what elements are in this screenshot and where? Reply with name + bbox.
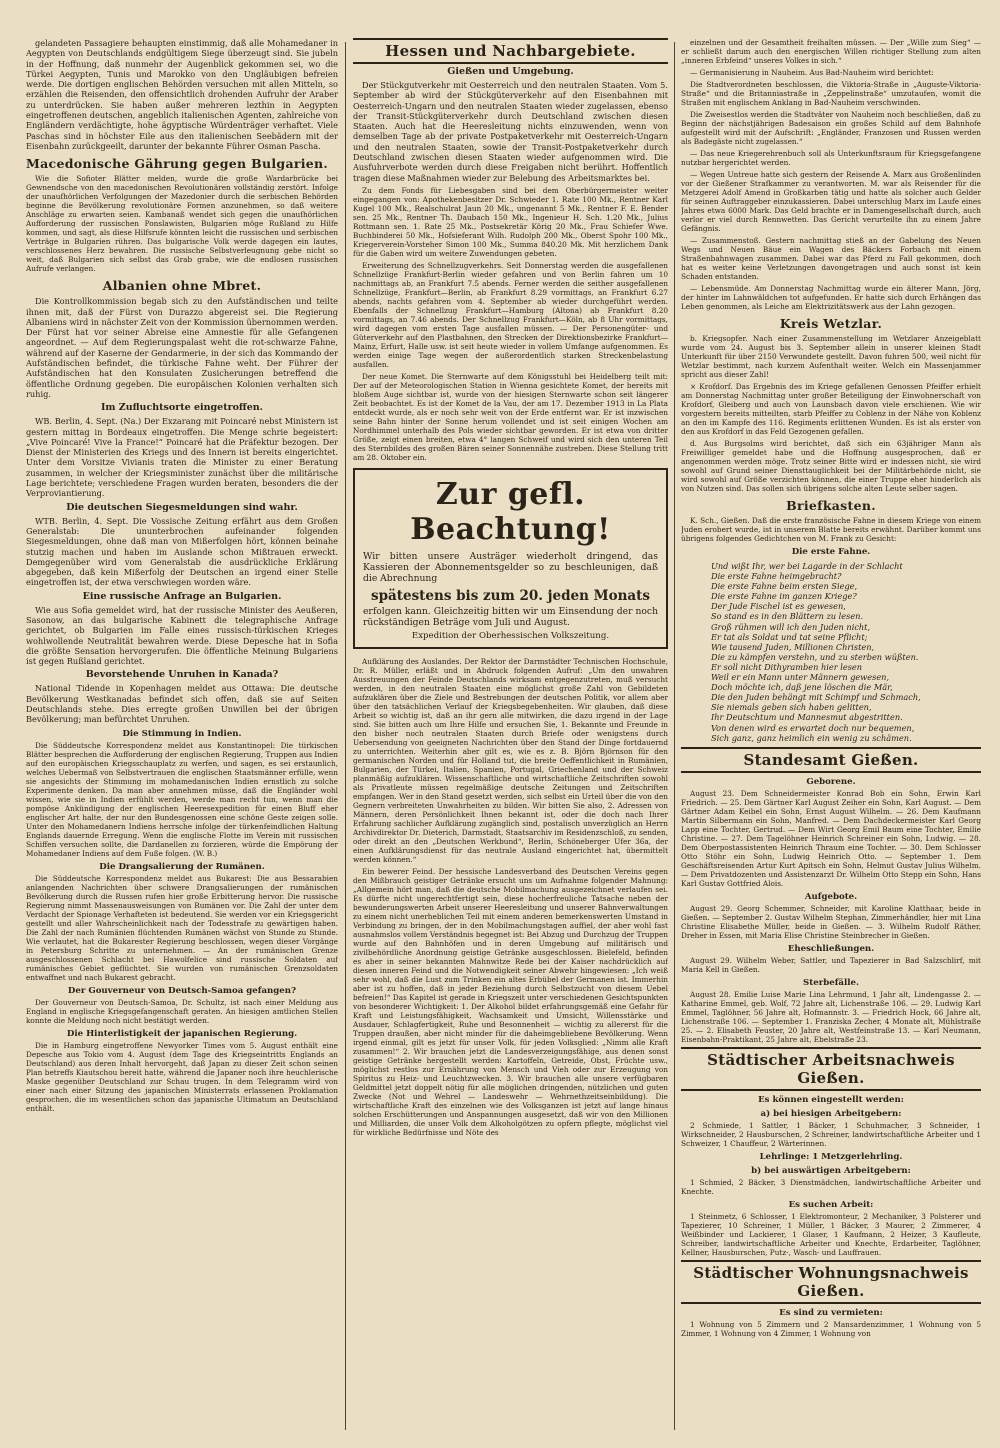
article-paragraph: 1 Schmied, 2 Bäcker, 3 Dienstmädchen, landwirtschaftliche Arbeiter und Knechte. <box>681 1177 981 1196</box>
subscriber-notice <box>353 468 668 649</box>
article-headline: Bevorstehende Unruhen in Kanada? <box>85 669 279 681</box>
section-title: Städtischer Wohnungsnachweis Gießen. <box>681 1260 981 1304</box>
article-paragraph: Die Süddeutsche Korrespondenz meldet aus Bukarest: Die aus Bessarabien anlangenden Nachrichten über schwere Drangsalierungen der rumänischen Bevölkerung durch die Russen rufen hier große Erbitterung hervor. Die russische Regierung nimmt Massenausweisungen von Rumänen vor. Die Zahl der unter dem Verdacht der Spionage Verhafteten ist bedeutend. Sie werden vor ein Kriegsgericht gestellt und aller Wahrscheinlichkeit nach der Todesstrafe zu gewärtigen haben. Die Zahl der nach Rumänien flüchtenden Rumänen wächst von Stunde zu Stunde. Wie verlautet, hat die Bukarester Regierung beschlossen, wegen dieser Vorgänge in Petersburg Schritte zu unternehmen. — An der rumänischen Grenze ausgeschlossenen Schlacht bei Hawolfelice sind russische Soldaten auf rumänisches Gebiet geflüchtet. Sie wurden von rumänischen Grenzsoldaten entwaffnet und nach Bukarest gebracht. <box>26 873 338 982</box>
article-paragraph: August 29. Wilhelm Weber, Sattler, und Tapezierer in Bad Salzschlirf, mit Maria Kell in Gießen. <box>681 955 981 974</box>
article-headline: Im Zufluchtsorte eingetroffen. <box>100 402 263 414</box>
subsection-title: Sterbefälle. <box>803 977 859 988</box>
poem-line: Er tat als Soldat und tat seine Pflicht; <box>711 631 868 642</box>
article-paragraph: National Tidende in Kopenhagen meldet aus Ottawa: Die deutsche Bevölkerung Westkanadas befindet sich offen, daß sie auf Seiten Deutschlands stehe. Dies erregte großen Unwillen bei der übrigen Bevölkerung; man befürchtet Unruhen. <box>26 683 338 725</box>
article-headline: Der Gouverneur von Deutsch-Samoa gefangen? <box>67 985 297 996</box>
poem-line: Sie niemals geben sich haben gelitten, <box>711 702 872 713</box>
subsection-title: Aufgebote. <box>804 891 858 902</box>
poem-line: So stand es in den Blättern zu lesen. <box>711 611 864 622</box>
article-paragraph: × Krofdorf. Das Ergebnis des im Kriege gefallenen Genossen Pfeiffer erhielt am Donnerstag Nachmittag unter großer Beteiligung der Einwohnerschaft von Krofdorf, Gleiberg und auch von Launsbach davon viele erschienen. Wie wir vorgestern bereits mitteilten, starb Pfeiffer zu Coblenz in der Nähe von Koblenz an den im Kampfe des 116. Regiments erlittenen Wunden. Es ist als erster von den aus Krofdorf in das Feld Gezogenen gefallen. <box>681 382 981 436</box>
subsection-title: Eheschließungen. <box>787 943 875 954</box>
poem-line: Die erste Fahne im ganzen Kriege? <box>711 591 857 602</box>
poem-line: Die erste Fahne heimgebracht? <box>711 571 842 582</box>
poem-line: Und wißt Ihr, wer bei Lagarde in der Schlacht <box>711 561 903 571</box>
article-paragraph: d. Aus Burgsolms wird berichtet, daß sich ein 63jähriger Mann als Freiwilliger gemeldet habe und die Hoffnung ausgesprochen, daß er angenommen werden möge. Trotz seiner Bitte wird er indessen nicht, sie wird sowohl auf Grund seiner Diensttauglichkeit bei der Militärbehörde nicht, sie wird sowohl auf Größe verzichten können, die einer Truppe eher hinderlich als von Nutzen sind. Das sollen sich übrigens solche alten Leute selber sagen. <box>681 439 981 493</box>
article-headline: Die Hinterlistigkeit der japanischen Regierung. <box>66 1028 298 1039</box>
article-paragraph: — Germanisierung in Nauheim. Aus Bad-Nauheim wird berichtet: <box>690 68 934 77</box>
notice-signature: Expedition der Oberhessischen Volkszeitung. <box>411 630 610 641</box>
article-paragraph: August 23. Dem Schneidermeister Konrad Bob ein Sohn, Erwin Karl Friedrich. — 25. Dem Gärtner Karl August Zeiher ein Sohn, Karl August. — Dem Gärtner Adam Keibel ein Sohn, Ernst August Wilhelm. — 26. Dem Kaufmann Martin Silbermann ein Sohn, Manfred. — Dem Dachdeckermeister Karl Georg Lapp eine Tochter, Gertrud. — Dem Wirt Georg Emil Baum eine Tochter, Emilie Christine. — 27. Dem Tagelöhner Heinrich Schreiner ein Sohn, Ludwig. — 28. Dem Oberpostassistenten Heinrich Thraum eine Tochter. — 30. Dem Schlosser Otto Stöhr ein Sohn, Ludwig Heinrich Otto. — September 1. Dem Geschäftsreisenden Artur Kurt Apitsch ein Sohn, Helmut Gustav Julius Wilhelm. — Dem Privatdozenten und Assistenzarzt Dr. Wilhelm Otto Stepp ein Sohn, Hans Karl Gustav Gottfried Alois. <box>681 788 981 888</box>
article-paragraph: Die Kontrollkommission begab sich zu den Aufständischen und teilte ihnen mit, daß der Fürst von Durazzo abgereist sei. Die Regierung Albaniens wird in nächster Zeit von der Kommission übernommen werden. Der Fürst hat vor seiner Abreise eine Amnestie für alle Gefangenen angeordnet. — Auf dem Regierungspalast weht die rot-schwarze Fahne, während auf der Kaserne der Gendarmerie, in der sich das Kommando der Aufständischen befindet, die türkische Fahne weht. Der Führer der Aufständischen hat den Konsulaten Zusicherungen betreffend die öffentliche Ordnung gegeben. Die europäischen Kolonien verhalten sich ruhig. <box>26 296 338 399</box>
poem-line: Von denen wird es erwartet doch nur bequemen, <box>711 722 915 733</box>
column-rule <box>345 42 346 1430</box>
subsection-title: Es können eingestellt werden: <box>758 1094 904 1105</box>
article-headline: Die deutschen Siegesmeldungen sind wahr. <box>66 501 298 513</box>
article-paragraph: Der neue Komet. Die Sternwarte auf dem Königsstuhl bei Heidelberg teilt mit: Der auf der Meteorologischen Station in Wienna gesichtete Komet, der bereits mit bloßem Auge sichtbar ist, wurde von der hiesigen Sternwarte schon seit längerer Zeit beobachtet. Es ist der Komet de la Vau, der am 17. Dezember 1913 in La Plata entdeckt wurde, als er noch sehr weit von der Erde entfernt war. Er ist inzwischen seine Bahn hinter der Sonne herum vollendet und ist seit einigen Wochen am Nordhimmel unterhalb des Pols wieder sichtbar geworden. Er ist etwa von dritter Größe, zeigt einen breiten, etwa 4° langen Schweif und wird sich den unteren Teil des Sternbildes des großen Bären seiner Sonnennähe zustreben. Diese Stellung tritt am 28. Oktober ein. <box>353 371 668 462</box>
article-paragraph: Der Gouverneur von Deutsch-Samoa, Dr. Schultz, ist nach einer Meldung aus England in englische Kriegsgefangenschaft geraten. An hiesigen amtlichen Stellen konnte die Meldung noch nicht bestätigt werden. <box>26 997 338 1025</box>
article-paragraph: Aufklärung des Auslandes. Der Rektor der Darmstädter Technischen Hochschule, Dr. R. Müller, erläßt und in Abdruck folgenden Aufruf: „Um den unwahren Ausstreuungen der Feinde Deutschlands wirksam entgegenzutreten, muß versucht werden, in den neutralen Staaten eine möglichst große Zahl von Gebildeten aufzuklären über die Ziele und Bestrebungen der deutschen Politik, vor allem aber über den tatsächlichen Verlauf der Kriegsbegebenheiten. Wir glauben, daß diese Arbeit so wichtig ist, daß an ihr gern alle mitwirken, die dazu irgend in der Lage sind. Sie bitten auch um Ihre Hilfe und ersuchen Sie, 1. Bekannte und Freunde in den bisher noch neutralen Staaten durch Briefe oder wenigstens durch Uebersendung von geeigneten Nachrichten über den Stand der Dinge fortdauernd zu unterrichten. Weiterhin aber gilt es, wie es z. B. Björn Björnson für den germanischen Norden und für Holland tut, die breite Oeffentlichkeit in Rumänien, Bulgarien, der Türkei, Italien, Spanien, Portugal, Griechenland und der Schweiz planmäßig aufzuklären. Wissenschaftliche und wirtschaftliche Zeitschriften sowohl als Privatleute müssen regelmäßige deutsche Zeitungen und Zeitschriften empfangen. Wer in den Stand gesetzt werden, sich selbst ein Urteil über die von den Gegnern verbreiteten Unwahrheiten zu bilden. Wir bitten Sie also, 2. Adressen von Männern, deren Persönlichkeit Ihnen bekannt ist, oder die doch nach Ihrer Erfahrung sachlicher Aufklärung zugänglich sind, postalisch unverzüglich an Herrn Archivdirektor Dr. Dieterich, Darmstadt, Staatsarchiv im Residenzschloß, zu senden, oder direkt an den „Deutschen Werkbund“, Berlin, Schöneberger Ufer 36a, der einen Aufklärungsdienst für das neutrale Ausland eingerichtet hat, übermittelt werden können.“ <box>353 656 668 864</box>
section-subtitle: Gießen und Umgebung. <box>447 66 574 77</box>
article-paragraph: WB. Berlin, 4. Sept. (Na.) Der Exzarang mit Poincaré nebst Ministern ist gestern mittag in Bordeaux eingetroffen. Die Menge schrie begeistert: „Vive Poincaré! Vive la France!“ Poincaré hat die Präfektur bezogen. Der Dienst der Ministerien des Kriegs und des Innern ist bereits eingerichtet. Unter dem Vorsitze Vivianis traten die Minister zu einer Beratung zusammen, in welcher der Kriegsminister zunächst über die militärische Lage berichtete; verschiedene Fragen wurden beraten, besonders die der Verproviantierung. <box>26 416 338 499</box>
column-middle <box>353 38 668 1434</box>
section-title: Städtischer Arbeitsnachweis Gießen. <box>681 1047 981 1091</box>
article-paragraph: Ein bewerer Feind. Der hessische Landesverband des Deutschen Vereins gegen den Mißbrauch geistiger Getränke ersucht uns um Aufnahme folgender Mahnung: „Allgemein hört man, daß die deutsche Mobilmachung ausgezeichnet verlaufen sei. Es dürfte nicht ungerechtfertigt sein, diese hocherfreuliche Tatsache neben der bewunderungswerten Arbeit unserer Heeresleitung und unserer Bahnverwaltungen zu einem nicht unerheblichen Teil mit einem anderen bemerkenswerten Umstand in Verbindung zu bringen, der in den Mobilmachungstagen auffiel, der aber wohl fast ausnahmslos vollem Verständnis begegnet ist: Bei Abzug und Durchzug der Truppen wurde auf den Bahnhöfen und in deren Umgebung auf militärisch und zivilbehördliche Anordnung geistige Getränke ausgeschlossen. Bielefeld, befinden es aber in seiner bekannten Mahnwitze Rede bei der Kaiser nachdrücklich auf diesen inneren Feind und die Notwendigkeit seiner Abwehr hingewiesen: „Ich weiß sehr wohl, daß die Lust zum Trinken ein altes Erbübel der Germanen ist. Immerhin aber ist zu hoffen, daß in jeder Beziehung durch Selbstzucht von diesem Uebel befreien!“ Das Kapitel ist gerade in Kriegszeit unter verschiedenen Gesichtspunkten von besonderer Wichtigkeit: 1. Der Alkohol bildet erfahrungsgemäß eine Gefahr für Kraft und Leistungsfähigkeit, Wachsamkeit und Umsicht, Willensstärke und Ausdauer, Schlagfertigkeit, Ruhe und Besonnenheit — wichtig zu allererst für die Truppen draußen, aber nicht minder für die daheimgebliebene Bevölkerung. Wenn irgend einmal, gilt es jetzt für unser Volk, für jeden Volksglied: „Nimm alle Kraft zusammen!“ 2. Wir brauchen jetzt die Landesverzeigungsfähige, aus denen sonst geistige Getränke hergestellt werden: Kartoffeln, Getreide, Obst, Früchte usw., möglichst restlos zur Ernährung von Mensch und Vieh oder zur Erzeugung von Spiritus zu Heiz- und Leuchtzwecken. 3. Wir brauchen alle unsere verfügbaren Geldmittel jetzt doppelt nötig für alle möglichen dringenden, nützlichen und guten Zwecke (Not und Wehrel — Landeswehr — Wehrnethzeitseinbildung). Die wirtschaftliche Kraft des einzelnen wie des Volksganzen ist jetzt auf lange hinaus solchen Erschütterungen und Anspannungen ausgesetzt, daß wir von den Millionen und Milliarden, die unser Volk dem Alkoholgötzen zu opfern pflegte, möglichst viel für wirkliche Bedürfnisse und Nöte des <box>353 866 668 1137</box>
subsection-title: Geborene. <box>806 776 856 787</box>
poem-line: Die erste Fahne beim ersten Siege, <box>711 581 858 592</box>
column-right <box>681 38 981 1434</box>
article-paragraph: Wie aus Sofia gemeldet wird, hat der russische Minister des Aeußeren, Sasonow, an das bulgarische Kabinett die telegraphische Anfrage gerichtet, ob Bulgarien im Falle eines russisch-türkischen Krieges wohlwollende Neutralität bewahren werde. Diese Depesche hat in Sofia die größte Sensation hervorgerufen. Die öffentliche Meinung Bulgariens ist gegen Rußland gerichtet. <box>26 604 338 667</box>
article-headline: Albanien ohne Mbret. <box>102 278 262 294</box>
article-headline: Die Stimmung in Indien. <box>122 728 242 739</box>
subsection-title: Es sind zu vermieten: <box>779 1307 883 1318</box>
article-paragraph: Die in Hamburg eingetroffene Newyorker Times vom 5. August enthält eine Depesche aus Tokio vom 4. August (dem Tage des Kriegseintritts Englands an Deutschland) aus deren Inhalt hervorgeht, daß Japan zu dieser Zeit schon seinen Plan betreffs Kiautschou bereit hatte, während die Japaner noch ihre heuchlerische Maske gegenüber Deutschland zur Schau trugen. In dem Telegramm wird von einer nach einer Sitzung des japanischen Ministerrats erlassenen Proklamation gesprochen, die im wesentlichen schon das japanische Ultimatum an Deutschland enthält. <box>26 1040 338 1113</box>
article-headline: Macedonische Gährung gegen Bulgarien. <box>26 156 329 172</box>
poem-line: Wie tausend Juden, Millionen Christen, <box>711 641 875 652</box>
poem-line: Groß rühmen will ich den Juden nicht, <box>711 621 871 632</box>
article-paragraph: Die Süddeutsche Korrespondenz meldet aus Konstantinopel: Die türkischen Blätter besprechen die Aufforderung der englischen Regierung, Truppen aus Indien auf den europäischen Kriegsschauplatz zu werfen, und sagen, es sei erstaunlich, welches Uebermaß von Selbstvertrauen die englischen Staatsmänner erfülle, wenn sie angesichts der Stimmung im mohamedanischen Indien ernstlich zu solche Experimente denken. Da man aber annehmen müsse, daß die Engländer wohl wissen, wie sie in Indien erfühlt werden, werde man recht tun, wenn man die pompöse Ankündigung der englischen Heeresexpedition für einen Bluff eher englischer Art halte, der nur den Bundesgenossen eine schöne Geste zeigen solle. Unter den Mohamedanern Indiens herrsche infolge der türkenfeindlichen Haltung Englands dauernde Erregung. Wenn die englische Flotte im Verein mit russischen Schiffen versuchen sollte, die Dardanellen zu forzieren, würde die Empörung der Mohamedaner Indiens auf dem Fuße folgen. (W. B.) <box>26 740 338 858</box>
article-paragraph: 2 Schmiede, 1 Sattler, 1 Bäcker, 1 Schuhmacher, 3 Schneider, 1 Wirkschneider, 2 Hausburschen, 2 Schreiner, landwirtschaftliche Arbeiter und 1 Schweizer, 1 Chauffeur, 2 Wärterinnen. <box>681 1120 981 1148</box>
section-title: Standesamt Gießen. <box>681 747 981 773</box>
article-paragraph: K. Sch., Gießen. Daß die erste französische Fahne in diesem Kriege von einem Juden erobert wurde, ist in unserem Blatte bereits erwähnt. Darüber kommt uns übrigens folgendes Gedichtchen von M. Frank zu Gesicht: <box>681 516 981 543</box>
article-paragraph: — Wegen Untreue hatte sich gestern der Reisende A. Marx aus Großenlinden vor der Gießener Strafkammer zu verantworten. M. war als Reisender für die Metzgerei Adolf Amend in Großkarben tätig und hatte als solcher auch Gelder für seinen Auftraggeber einzukassieren. Dabei unterschlug Marx im Laufe eines Jahres etwa 6000 Mark. Das Geld brachte er in Damengesellschaft durch, auch verlor er viel durch Rennwetten. Das Gericht verurteilte ihn zu einem Jahre Gefängnis. <box>681 170 981 233</box>
poem-line: Ihr Deutschtum und Mannesmut abgestritten. <box>711 712 903 723</box>
article-paragraph: — Zusammenstoß. Gestern nachmittag stieß an der Gabelung des Neuen Wegs und Neuen Bäue ein Wagen des Bäckers Forbach mit einem Straßenbahnwagen zusammen. Dabei war das Pferd zu Fall gekommen, doch hat es weiter keine Verletzungen davongetragen und auch sonst ist kein Schaden entstanden. <box>681 236 981 281</box>
article-paragraph: b. Kriegsopfer. Nach einer Zusammenstellung im Wetzlarer Anzeigeblatt wurde vom 24. August bis 3. September allein in unserer kleinen Stadt Unterkunft für über 2150 Verwundete gestellt. Davon fuhren 500, weil nicht für Wetzlar bestimmt, nach kurzem Aufenthalt weiter. Welch ein Massenjammer spricht aus dieser Zahl! <box>681 334 981 379</box>
article-paragraph: — Lebensmüde. Am Donnerstag Nachmittag wurde ein älterer Mann, Jörg, der hinter im Lahnwäldchen tot aufgefunden. Er hatte sich durch Erhängen das Leben genommen, als Leiche am Elektrizitätswerk aus der Lahn gezogen. <box>681 284 981 311</box>
article-paragraph: Der Stückgutverkehr mit Oesterreich und den neutralen Staaten. Vom 5. September ab wird der Stückgüterverkehr auf den Eisenbahnen mit Oesterreich-Ungarn und den neutralen Staaten wieder zugelassen, ebenso der Transit-Stückgüterverkehr durch Deutschland zwischen diesen Staaten. Auch hat die Heeresleitung nichts einzuwenden, wenn von demselben Tage ab der private Postpaketverkehr mit Oesterreich-Ungarn und den neutralen Staaten, sowie der Transit-Postpaketverkehr durch Deutschland zwischen diesen Staaten wieder aufgenommen wird. Die Ausfuhrverbote werden durch diese Freigaben nicht berührt. Hoffentlich tragen diese Maßnahmen wieder zur Belebung des Arbeitsmarktes bei. <box>353 80 668 183</box>
article-paragraph: August 29. Georg Schemmer, Schneider, mit Karoline Klatthaar, beide in Gießen. — September 2. Gustav Wilhelm Stephan, Zimmerhändler, hier mit Lina Christine Elisabethe Müller, beide in Gießen. — 3. Wilhelm Rudolf Räther, Dreher in Essen, mit Maria Elise Christine Steinbrecher in Gießen. <box>681 903 981 940</box>
poem-line: Doch möchte ich, daß jene löschen die Mär, <box>711 682 893 693</box>
subsection-title: Es suchen Arbeit: <box>788 1199 874 1210</box>
article-paragraph: WTB. Berlin, 4. Sept. Die Vossische Zeitung erfährt aus dem Großen Generalstab: Die ununterbrochen aufeinander folgenden Siegesmeldungen, ohne daß man von Mißerfolgen hört, können beinahe stutzig machen und haben im Auslande schon Mißtrauen erweckt. Demgegenüber wird vom Generalstab die ausdrückliche Erklärung abgegeben, daß kein Mißerfolg der Deutschen an irgend einer Stelle eingetroffen ist, der etwa verschwiegen worden wäre. <box>26 515 338 588</box>
column-rule <box>674 42 675 1430</box>
article-paragraph: Die Zweisestlos werden die Stadtväter von Nauheim noch beschließen, daß zu Beginn der nächstjährigen Badesaison ein großes Schild auf dem Bahnhofe aufgestellt wird mit der Aufschrift: „Engländer, Franzosen und Russen werden als Badegäste nicht zugelassen.“ <box>681 110 981 146</box>
article-paragraph: Erweiterung des Schnellzugverkehrs. Seit Donnerstag werden die ausgefallenen Schnellzüge Frankfurt-Berlin wieder gefahren und von Berlin fahren um 10 nachmittags ab, an Frankfurt 7.5 abends. Ferner werden die seither ausgefallenen Schnellzüge, Frankfurt—Berlin, ab Frankfurt 8.29 vormittags, an Frankfurt 6.27 abends, nachts gefahren vom 4. September ab wieder durchgeführt werden. Ebenfalls der Schnellzug Frankfurt—Hamburg (Altona) ab Frankfurt 8.20 vormittags, an 7.46 abends. Der Schnellzug Frankfurt—Köln, ab 8 Uhr vormittags, wird dagegen vom ersten Tage ausfallen müssen. — Der Personengüter- und Güterverkehr auf den Plastbahnen, den Strecken der Direktionsbezirke Frankfurt—Mainz, Erfurt, Halle usw. ist seit heute wieder in vollem Umfange aufgenommen. Es werden einige Tage wegen der außerordentlich starken Streckenbelastung ausfallen. <box>353 260 668 369</box>
poem-line: Er soll nicht Dithyramben hier lesen <box>711 661 863 672</box>
article-paragraph: 1 Wohnung von 5 Zimmern und 2 Mansardenzimmer, 1 Wohnung von 5 Zimmer, 1 Wohnung von 4 Zimmer, 1 Wohnung von <box>681 1319 981 1338</box>
article-paragraph: gelandeten Passagiere behaupten einstimmig, daß alle Mohamedaner in Aegypten von Deutschlands endgültigem Siege überzeugt sind. Sie jubeln in der Hoffnung, daß nunmehr der Augenblick gekommen sei, wo die Türkei Aegypten, Tunis und Marokko von den Ungläubigen befreien werde. Die dortigen englischen Behörden versuchen mit allen Mitteln, so erzählen die Reisenden, den offensichtlich drohenden Aufruhr der Araber zu unterdrücken. Sie haben außer mehreren lezthin in Aegypten eingetroffenen deutschen, angeblich italienischen Agenten, zahlreiche von Engländern verdächtigte, hohe ägyptische Würdenträger verhaftet. Viele Paschas sind in höchster Eile aus den italienischen Seebädern mit der Eisenbahn zurückgeeilt, darunter der bekannte Führer Osman Pascha. <box>26 38 338 151</box>
article-paragraph: Zu dem Fonds für Liebesgaben sind bei dem Oberbürgermeister weiter eingegangen von: Apothekenbesitzer Dr. Schwieder 1. Rate 100 Mk., Rentner Karl Kugel 100 Mk., Realschulrat Jaun 20 Mk., ungenannt 5 Mk., Rentner F. E. Bender sen. 25 Mk., Rentner Th. Daubach 150 Mk., Ingenieur H. Sch. 1.20 Mk., Julius Rottmann sen. 1. Rate 25 Mk., Postsekretär Körig 20 Mk., Frau Schiefer Wwe. Buchbinderei 50 Mk., Hofsieferant Wilh. Rudolph 200 Mk., Oberst Spohr 100 Mk., Kriegerverein-Vorsteher Simon 100 Mk., Summa 840.20 Mk. Mit herzlichem Dank für die Gaben wird um weitere Zuwendungen gebeten. <box>353 185 668 258</box>
article-paragraph: Die Stadtverordneten beschlossen, die Viktoria-Straße in „Auguste-Viktoria-Straße“ und die Britanniastraße in „Zeppelinstraße“ umzutaufen, womit die Straßen mit englischem Anklang in Bad-Nauheim verschwinden. <box>681 80 981 107</box>
poem-line: Weil er ein Mann unter Männern gewesen, <box>711 672 890 683</box>
subsection-title: a) bei hiesigen Arbeitgebern: <box>760 1108 902 1119</box>
article-paragraph: — Das neue Kriegerehrenbuch soll als Unterkunftsraum für Kriegsgefangene nutzbar hergerichtet werden. <box>681 149 981 167</box>
article-paragraph: Wie die Sofioter Blätter melden, wurde die große Wardarbrücke bei Gewnendsche von den macedonischen Revolutionären vollständig zerstört. Infolge der unaufhörlichen Verfolgungen der Mazedonier durch die serbischen Behörden beginne die Bevölkerung revolutionäre Formen anzunehmen, so daß weitere Anschläge zu erwarten seien. Kambanaß wendet sich gegen die unaufhörlichen Aufforderung der russischen Ponslawisten, Bulgarien möge Rußland zu Hilfe kommen, und sagt, als diese Hilfsrufe könnten leicht die russischen und serbischen Verträge in Bulgarien rühren. Das bulgarische Volk werde dagegen ein lautes, verschlossenes Herz bewahren. Die russische Selbstverleugnung gebe nicht so weit, daß Bulgarien sich selbst das Grab grabe, wie die endlosen russischen Aufrufe verlangen. <box>26 174 338 274</box>
article-headline: Die Drangsalierung der Rumänen. <box>99 861 265 872</box>
column-left <box>26 38 338 1434</box>
article-paragraph: August 28. Emilie Luise Marie Lina Lehrmund, 1 Jahr alt, Lindengasse 2. — Katharine Emmel, geb. Wolf, 72 Jahre alt, Lichenstraße 106. — 29. Ludwig Karl Emmel, Taglöhner, 56 Jahre alt, Hofmannstr. 3. — Friedrich Hock, 66 Jahre alt, Lichenstraße 106. — September 1. Franziska Zecher, 4 Monate alt, Mühlstraße 25. — 2. Elisabeth Feuster, 20 Jahre alt, Westfeinstraße 13. — Karl Neumann, Eisenbahn-Praktikant, 25 Jahre alt, Ebelstraße 23. <box>681 989 981 1044</box>
section-title: Briefkasten. <box>786 498 876 513</box>
poem <box>711 561 981 743</box>
subsection-title: b) bei auswärtigen Arbeitgebern: <box>751 1165 911 1176</box>
poem-line: Der Jude Fischel ist es gewesen, <box>711 601 846 612</box>
subsection-title: Lehrlinge: 1 Metzgerlehrling. <box>759 1151 903 1162</box>
notice-deadline: spätestens bis zum 20. jeden Monats <box>370 587 651 604</box>
poem-line: Die den Juden behängt mit Schimpf und Schmach, <box>711 692 921 703</box>
notice-text: Wir bitten unsere Austräger wiederholt dringend, das Kassieren der Abonnementsgelder so zu beschleunigen, daß die Abrechnung <box>363 550 658 585</box>
article-headline: Eine russische Anfrage an Bulgarien. <box>82 590 282 602</box>
article-paragraph: 1 Steinmetz, 6 Schlosser, 1 Elektromonteur, 2 Mechaniker, 3 Polsterer und Tapezierer, 10 Schreiner, 1 Müller, 1 Bäcker, 3 Maurer, 2 Zimmerer, 4 Weißbinder und Lackierer, 1 Glaser, 1 Kaufmann, 2 Heizer, 3 Kaufleute, Schreiber, landwirtschaftliche Arbeiter und Knechte, Erdarbeiter, Taglöhner, Kellner, Hausburschen, Putz-, Wasch- und Lauffrauen. <box>681 1211 981 1257</box>
article-paragraph: einzelnen und der Gesamtheit freihalten müssen. — Der „Wille zum Sieg“ — er schließt darum auch den energischen Willen richtiger Stellung zum alten „inneren Erbfeind“ unseres Volkes in sich.“ <box>681 38 981 65</box>
section-title: Kreis Wetzlar. <box>779 316 883 331</box>
notice-text: erfolgen kann. Gleichzeitig bitten wir um Einsendung der noch rückständigen Beträge vom Juli und August. <box>363 605 658 628</box>
poem-line: Die zu kämpfen verstehn, und zu sterben wüßten. <box>711 651 919 662</box>
poem-line: Sich ganz, ganz heimlich ein wenig zu schämen. <box>711 732 912 743</box>
notice-title: Zur gefl. Beachtung! <box>410 476 611 547</box>
section-title: Hessen und Nachbargebiete. <box>353 38 668 64</box>
poem-title: Die erste Fahne. <box>791 547 871 557</box>
